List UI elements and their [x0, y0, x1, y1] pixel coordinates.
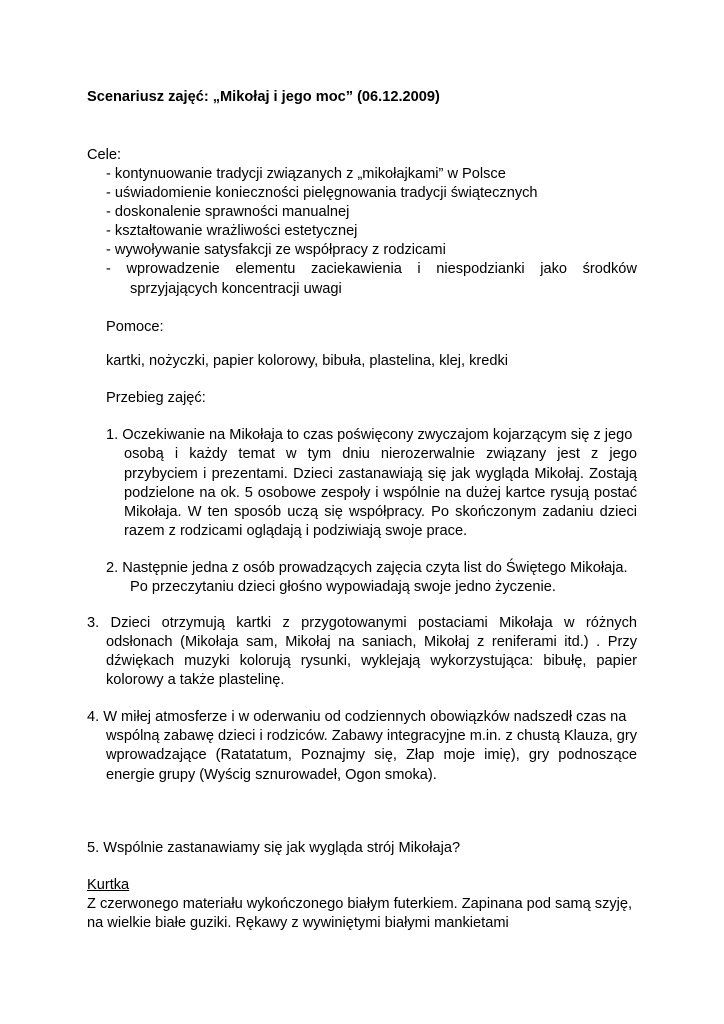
jacket-line: na wielkie białe guziki. Rękawy z wywiniętymi białymi mankietami	[87, 915, 509, 931]
step4-line: wprowadzające (Ratatatum, Poznajmy się, Złap moje imię), gry podnoszące	[106, 747, 637, 763]
word: zaciekawienia	[310, 261, 402, 277]
step3-line: dźwiękach muzyki kolorują rysunki, wyklejają wykorzystująca: bibułę, papier	[106, 653, 637, 669]
step2-line: Po przeczytaniu dzieci głośno wypowiadają swoje jedno życzenie.	[130, 579, 556, 595]
step5-line: 5. Wspólnie zastanawiamy się jak wygląda strój Mikołaja?	[87, 840, 461, 856]
word: -	[106, 261, 111, 277]
word: elementu	[235, 261, 296, 277]
step1-line: osobą i każdy temat w tym dniu nierozerwalnie związany jest z jego	[124, 446, 637, 462]
goal-item: - uświadomienie konieczności pielęgnowania tradycji świątecznych	[106, 185, 538, 201]
step3-line: kolorowy a także plastelinę.	[106, 672, 285, 688]
goal-item: - kontynuowanie tradycji związanych z „mikołajkami” w Polsce	[106, 166, 506, 182]
word: wprowadzenie	[126, 261, 220, 277]
step4-line: energie grupy (Wyścig sznurowadeł, Ogon smoka).	[106, 767, 437, 783]
step1-line: Mikołaja. W ten sposób uczą się współpracy. Po skończonym zadaniu dzieci	[124, 504, 637, 520]
aids-heading: Pomoce:	[106, 319, 164, 335]
step1-line: przybyciem i prezentami. Dzieci zastanawiają się jak wygląda Mikołaj. Zostają	[124, 466, 637, 482]
goal-item: - kształtowanie wrażliwości estetycznej	[106, 223, 358, 239]
goal-item-last-line1	[106, 260, 637, 279]
step3-line: odsłonach (Mikołaja sam, Mikołaj na saniach, Mikołaj z reniferami itd.) . Przy	[106, 634, 637, 650]
step4-line: wspólną zabawę dzieci i rodziców. Zabawy integracyjne m.in. z chustą Klauza, gry	[106, 728, 637, 744]
word: i	[417, 261, 421, 277]
jacket-line: Z czerwonego materiału wykończonego białym futerkiem. Zapinana pod samą szyję,	[87, 896, 633, 912]
word: niespodzianki	[436, 261, 525, 277]
jacket-heading: Kurtka	[87, 877, 130, 893]
goal-item: - wywoływanie satysfakcji ze współpracy z rodzicami	[106, 242, 446, 258]
goal-item: - doskonalenie sprawności manualnej	[106, 204, 350, 220]
document-title: Scenariusz zajęć: „Mikołaj i jego moc” (06.12.2009)	[87, 89, 440, 105]
step1-line: podzielone na ok. 5 osobowe zespoły i wspólnie na dużej kartce rysują postać	[124, 485, 637, 501]
step2-line: 2. Następnie jedna z osób prowadzących zajęcia czyta list do Świętego Mikołaja.	[106, 560, 628, 576]
word: środków	[582, 261, 637, 277]
goal-item-last-line2: sprzyjających koncentracji uwagi	[130, 281, 342, 297]
aids-text: kartki, nożyczki, papier kolorowy, bibuła, plastelina, klej, kredki	[106, 353, 509, 369]
step1-line: razem z rodzicami oglądają i podziwiają swoje prace.	[124, 523, 468, 539]
step4-line: 4. W miłej atmosferze i w oderwaniu od codziennych obowiązków nadszedł czas na	[87, 709, 627, 725]
step3-line: 3. Dzieci otrzymują kartki z przygotowanymi postaciami Mikołaja w różnych	[87, 615, 637, 631]
step1-line: 1. Oczekiwanie na Mikołaja to czas poświęcony zwyczajom kojarzącym się z jego	[106, 427, 633, 443]
goals-heading: Cele:	[87, 147, 122, 163]
word: jako	[540, 261, 568, 277]
course-heading: Przebieg zajęć:	[106, 390, 206, 406]
